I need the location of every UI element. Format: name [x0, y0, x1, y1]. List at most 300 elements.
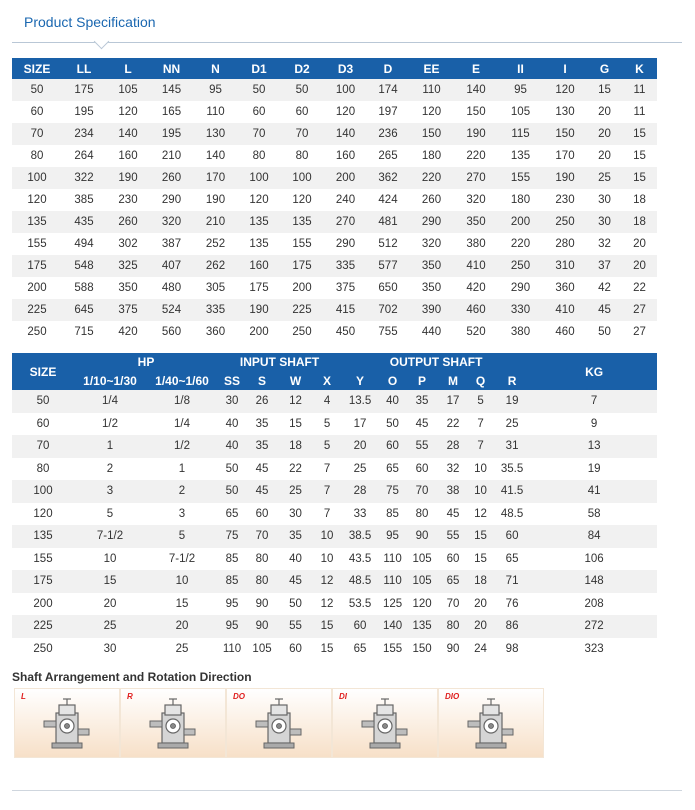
table-cell: 190: [193, 189, 238, 211]
table-cell: 20: [468, 615, 493, 638]
table-cell: 22: [622, 277, 657, 299]
table-cell: 50: [238, 79, 280, 101]
output-shaft-header: OUTPUT SHAFT: [341, 353, 531, 371]
table-cell: 90: [406, 525, 438, 548]
table-cell: 272: [531, 615, 657, 638]
table-cell: 7: [313, 458, 341, 481]
table-cell: 135: [12, 211, 62, 233]
dims-header-cell: G: [587, 58, 622, 79]
table-cell: 1/8: [146, 390, 218, 413]
table-cell: 48.5: [493, 503, 531, 526]
table-row: [12, 321, 657, 343]
dims-header-cell: E: [454, 58, 498, 79]
table-cell: 40: [218, 435, 246, 458]
table-cell: 120: [238, 189, 280, 211]
table-cell: 60: [406, 458, 438, 481]
table-cell: 18: [468, 570, 493, 593]
table-cell: 35: [278, 525, 313, 548]
table-cell: 480: [150, 277, 193, 299]
table-row: [12, 525, 657, 548]
table-cell: 290: [498, 277, 543, 299]
table-cell: 65: [438, 570, 468, 593]
table-cell: 3: [74, 480, 146, 503]
table-cell: 17: [341, 413, 379, 436]
table-row: [12, 638, 657, 661]
table-cell: 75: [218, 525, 246, 548]
dims-header-cell: D3: [324, 58, 367, 79]
kg-header: KG: [531, 353, 657, 390]
table-cell: 450: [324, 321, 367, 343]
table-cell: 30: [587, 189, 622, 211]
table-cell: 155: [379, 638, 406, 661]
table-cell: 105: [106, 79, 150, 101]
table-cell: 58: [531, 503, 657, 526]
table-cell: 588: [62, 277, 106, 299]
table-cell: 170: [543, 145, 587, 167]
table-cell: 98: [493, 638, 531, 661]
table-cell: 95: [498, 79, 543, 101]
table-cell: 385: [62, 189, 106, 211]
gearbox-r-icon: [145, 695, 203, 755]
table-cell: 548: [62, 255, 106, 277]
table-cell: 80: [246, 570, 278, 593]
table-row: [12, 211, 657, 233]
table-cell: 135: [280, 211, 324, 233]
table-cell: 360: [543, 277, 587, 299]
table-cell: 60: [246, 503, 278, 526]
dims-header-cell: SIZE: [12, 58, 62, 79]
table-cell: 80: [246, 548, 278, 571]
table-cell: 415: [324, 299, 367, 321]
table-cell: 80: [438, 615, 468, 638]
table-cell: 250: [12, 638, 74, 661]
table-row: [12, 390, 657, 413]
table-cell: 40: [278, 548, 313, 571]
table-cell: 190: [543, 167, 587, 189]
table-cell: 150: [409, 123, 454, 145]
hp-subheader-cell: Q: [468, 371, 493, 390]
table-cell: 150: [406, 638, 438, 661]
table-cell: 524: [150, 299, 193, 321]
table-cell: 135: [238, 233, 280, 255]
table-cell: 120: [12, 503, 74, 526]
table-cell: 100: [238, 167, 280, 189]
table-cell: 10: [313, 525, 341, 548]
table-cell: 120: [280, 189, 324, 211]
dims-header-cell: I: [543, 58, 587, 79]
table-cell: 43.5: [341, 548, 379, 571]
table-cell: 110: [193, 101, 238, 123]
table-cell: 25: [341, 458, 379, 481]
table-cell: 20: [587, 101, 622, 123]
table-cell: 715: [62, 321, 106, 343]
table-cell: 7: [468, 435, 493, 458]
table-cell: 7-1/2: [74, 525, 146, 548]
table-cell: 55: [438, 525, 468, 548]
table-cell: 50: [218, 458, 246, 481]
table-cell: 155: [498, 167, 543, 189]
table-cell: 230: [106, 189, 150, 211]
table-cell: 20: [622, 255, 657, 277]
table-cell: 210: [150, 145, 193, 167]
table-cell: 150: [543, 123, 587, 145]
table-cell: 362: [367, 167, 409, 189]
table-cell: 15: [313, 615, 341, 638]
table-row: [12, 79, 657, 101]
hp-subheader-cell: W: [278, 371, 313, 390]
table-cell: 160: [324, 145, 367, 167]
table-cell: 15: [146, 593, 218, 616]
table-cell: 20: [341, 435, 379, 458]
table-cell: 110: [409, 79, 454, 101]
table-cell: 15: [622, 145, 657, 167]
table-cell: 40: [379, 390, 406, 413]
table-cell: 305: [193, 277, 238, 299]
table-cell: 45: [246, 480, 278, 503]
table-cell: 110: [218, 638, 246, 661]
table-cell: 560: [150, 321, 193, 343]
table-cell: 4: [313, 390, 341, 413]
arrangement-card: [14, 688, 120, 758]
table-cell: 260: [106, 211, 150, 233]
table-cell: 1: [74, 435, 146, 458]
table-cell: 32: [587, 233, 622, 255]
table-cell: 280: [543, 233, 587, 255]
table-cell: 140: [454, 79, 498, 101]
table-cell: 130: [193, 123, 238, 145]
table-row: [12, 480, 657, 503]
table-cell: 125: [379, 593, 406, 616]
table-cell: 11: [622, 79, 657, 101]
table-row: [12, 435, 657, 458]
hp-subheader-cell: P: [406, 371, 438, 390]
table-cell: 140: [106, 123, 150, 145]
table-cell: 80: [280, 145, 324, 167]
table-cell: 135: [12, 525, 74, 548]
table-cell: 50: [379, 413, 406, 436]
table-cell: 84: [531, 525, 657, 548]
table-cell: 10: [313, 548, 341, 571]
table-cell: 12: [313, 570, 341, 593]
table-cell: 22: [438, 413, 468, 436]
table-cell: 25: [278, 480, 313, 503]
table-cell: 290: [409, 211, 454, 233]
table-cell: 260: [150, 167, 193, 189]
dims-header-cell: D: [367, 58, 409, 79]
table-cell: 1/4: [146, 413, 218, 436]
table-cell: 460: [543, 321, 587, 343]
table-cell: 7-1/2: [146, 548, 218, 571]
table-cell: 65: [341, 638, 379, 661]
table-cell: 105: [246, 638, 278, 661]
table-cell: 15: [622, 167, 657, 189]
table-cell: 270: [454, 167, 498, 189]
table-cell: 50: [12, 79, 62, 101]
table-cell: 19: [531, 458, 657, 481]
table-cell: 95: [218, 593, 246, 616]
table-cell: 380: [498, 321, 543, 343]
table-cell: 7: [468, 413, 493, 436]
table-cell: 35: [246, 413, 278, 436]
table-cell: 10: [74, 548, 146, 571]
table-cell: 24: [468, 638, 493, 661]
table-cell: 70: [280, 123, 324, 145]
table-cell: 130: [543, 101, 587, 123]
table-cell: 195: [62, 101, 106, 123]
table-cell: 90: [246, 593, 278, 616]
table-cell: 148: [531, 570, 657, 593]
table-cell: 90: [438, 638, 468, 661]
table-cell: 41: [531, 480, 657, 503]
table-cell: 481: [367, 211, 409, 233]
table-cell: 100: [12, 167, 62, 189]
table-cell: 115: [498, 123, 543, 145]
table-cell: 38.5: [341, 525, 379, 548]
table-cell: 30: [74, 638, 146, 661]
table-cell: 250: [12, 321, 62, 343]
gearbox-dio-icon: [463, 695, 521, 755]
table-cell: 120: [106, 101, 150, 123]
hp-subheader-cell: 1/10~1/30: [74, 371, 146, 390]
table-cell: 32: [438, 458, 468, 481]
table-cell: 145: [150, 79, 193, 101]
table-cell: 5: [313, 435, 341, 458]
table-cell: 60: [238, 101, 280, 123]
table-cell: 290: [150, 189, 193, 211]
table-cell: 494: [62, 233, 106, 255]
table-cell: 220: [454, 145, 498, 167]
table-cell: 175: [280, 255, 324, 277]
table-cell: 120: [409, 101, 454, 123]
table-cell: 60: [341, 615, 379, 638]
table-cell: 320: [150, 211, 193, 233]
hp-header: HP: [74, 353, 218, 371]
table-cell: 197: [367, 101, 409, 123]
table-row: [12, 458, 657, 481]
table-row: [12, 548, 657, 571]
table-cell: 577: [367, 255, 409, 277]
table-cell: 120: [12, 189, 62, 211]
table-cell: 225: [12, 299, 62, 321]
table-cell: 210: [193, 211, 238, 233]
table-cell: 325: [106, 255, 150, 277]
arrangement-card: [120, 688, 226, 758]
gearbox-di-icon: [357, 695, 415, 755]
table-cell: 350: [409, 255, 454, 277]
table-cell: 70: [438, 593, 468, 616]
table-cell: 60: [438, 548, 468, 571]
table-cell: 120: [324, 101, 367, 123]
table-cell: 13.5: [341, 390, 379, 413]
table-cell: 80: [406, 503, 438, 526]
table-cell: 15: [313, 638, 341, 661]
table-cell: 60: [12, 101, 62, 123]
table-cell: 260: [409, 189, 454, 211]
table-cell: 70: [12, 435, 74, 458]
dims-header-cell: LL: [62, 58, 106, 79]
table-cell: 200: [280, 277, 324, 299]
table-cell: 195: [150, 123, 193, 145]
table-cell: 28: [438, 435, 468, 458]
power-shaft-table: [12, 353, 657, 660]
hp-subheader-cell: R: [493, 371, 531, 390]
table-cell: 20: [587, 123, 622, 145]
table-cell: 225: [280, 299, 324, 321]
table-cell: 27: [622, 299, 657, 321]
table-cell: 190: [238, 299, 280, 321]
table-cell: 140: [193, 145, 238, 167]
table-cell: 55: [278, 615, 313, 638]
table-cell: 18: [278, 435, 313, 458]
table-cell: 60: [379, 435, 406, 458]
table-cell: 387: [150, 233, 193, 255]
table-row: [12, 167, 657, 189]
table-cell: 440: [409, 321, 454, 343]
table-cell: 85: [218, 570, 246, 593]
table-cell: 645: [62, 299, 106, 321]
table-cell: 155: [280, 233, 324, 255]
table-cell: 3: [146, 503, 218, 526]
table-cell: 35.5: [493, 458, 531, 481]
table-cell: 75: [379, 480, 406, 503]
table-cell: 174: [367, 79, 409, 101]
table-cell: 20: [622, 233, 657, 255]
table-cell: 390: [409, 299, 454, 321]
hp-subheader-cell: O: [379, 371, 406, 390]
table-cell: 17: [438, 390, 468, 413]
table-cell: 1/4: [74, 390, 146, 413]
dims-header-cell: N: [193, 58, 238, 79]
dims-header-cell: D1: [238, 58, 280, 79]
dims-header-cell: EE: [409, 58, 454, 79]
table-cell: 50: [587, 321, 622, 343]
table-cell: 110: [379, 570, 406, 593]
table-cell: 335: [193, 299, 238, 321]
table-cell: 35: [406, 390, 438, 413]
hp-subheader-cell: 1/40~1/60: [146, 371, 218, 390]
table-cell: 420: [454, 277, 498, 299]
table-cell: 200: [238, 321, 280, 343]
table-cell: 50: [12, 390, 74, 413]
table-cell: 18: [622, 189, 657, 211]
table-cell: 335: [324, 255, 367, 277]
table-cell: 45: [278, 570, 313, 593]
table-cell: 76: [493, 593, 531, 616]
table-cell: 100: [324, 79, 367, 101]
table-cell: 20: [468, 593, 493, 616]
table-cell: 380: [454, 233, 498, 255]
table-cell: 50: [218, 480, 246, 503]
table-cell: 360: [193, 321, 238, 343]
table-cell: 755: [367, 321, 409, 343]
table-cell: 100: [12, 480, 74, 503]
table-cell: 7: [313, 503, 341, 526]
table-cell: 10: [468, 480, 493, 503]
table-cell: 200: [12, 277, 62, 299]
table-cell: 302: [106, 233, 150, 255]
table-cell: 1: [146, 458, 218, 481]
dims-header-cell: D2: [280, 58, 324, 79]
table-cell: 85: [218, 548, 246, 571]
table-cell: 60: [280, 101, 324, 123]
table-cell: 225: [12, 615, 74, 638]
table-cell: 95: [218, 615, 246, 638]
table-cell: 155: [12, 548, 74, 571]
table-cell: 240: [324, 189, 367, 211]
table-cell: 22: [278, 458, 313, 481]
table-cell: 20: [587, 145, 622, 167]
table-cell: 18: [622, 211, 657, 233]
table-cell: 15: [468, 548, 493, 571]
table-cell: 375: [324, 277, 367, 299]
table-cell: 48.5: [341, 570, 379, 593]
table-cell: 160: [238, 255, 280, 277]
table-cell: 424: [367, 189, 409, 211]
table-cell: 234: [62, 123, 106, 145]
table-cell: 50: [278, 593, 313, 616]
title-notch: [94, 34, 110, 50]
table-cell: 120: [406, 593, 438, 616]
table-row: [12, 101, 657, 123]
hp-subheader-cell: SS: [218, 371, 246, 390]
dims-header-cell: L: [106, 58, 150, 79]
hp-header-row-1: [12, 353, 657, 371]
arrangement-label: DO: [233, 692, 245, 701]
table-cell: 12: [313, 593, 341, 616]
table-cell: 15: [278, 413, 313, 436]
arrangement-label: DIO: [445, 692, 460, 701]
table-cell: 140: [324, 123, 367, 145]
table-cell: 95: [193, 79, 238, 101]
table-cell: 19: [493, 390, 531, 413]
hp-subheader-cell: X: [313, 371, 341, 390]
size-header: SIZE: [12, 353, 74, 390]
table-cell: 13: [531, 435, 657, 458]
table-cell: 31: [493, 435, 531, 458]
table-cell: 264: [62, 145, 106, 167]
table-cell: 45: [406, 413, 438, 436]
table-cell: 5: [146, 525, 218, 548]
table-cell: 175: [12, 570, 74, 593]
table-cell: 375: [106, 299, 150, 321]
arrangement-card: [438, 688, 544, 758]
table-cell: 420: [106, 321, 150, 343]
table-cell: 230: [543, 189, 587, 211]
table-cell: 512: [367, 233, 409, 255]
table-row: [12, 255, 657, 277]
table-cell: 200: [498, 211, 543, 233]
table-cell: 42: [587, 277, 622, 299]
table-cell: 26: [246, 390, 278, 413]
table-row: [12, 299, 657, 321]
table-cell: 37: [587, 255, 622, 277]
table-row: [12, 570, 657, 593]
table-cell: 208: [531, 593, 657, 616]
table-cell: 10: [146, 570, 218, 593]
table-cell: 410: [543, 299, 587, 321]
table-cell: 175: [12, 255, 62, 277]
table-cell: 330: [498, 299, 543, 321]
table-cell: 25: [74, 615, 146, 638]
table-cell: 10: [468, 458, 493, 481]
table-cell: 25: [587, 167, 622, 189]
table-cell: 25: [493, 413, 531, 436]
arrangement-card: [226, 688, 332, 758]
table-cell: 27: [622, 321, 657, 343]
table-cell: 236: [367, 123, 409, 145]
table-cell: 290: [324, 233, 367, 255]
table-cell: 150: [454, 101, 498, 123]
